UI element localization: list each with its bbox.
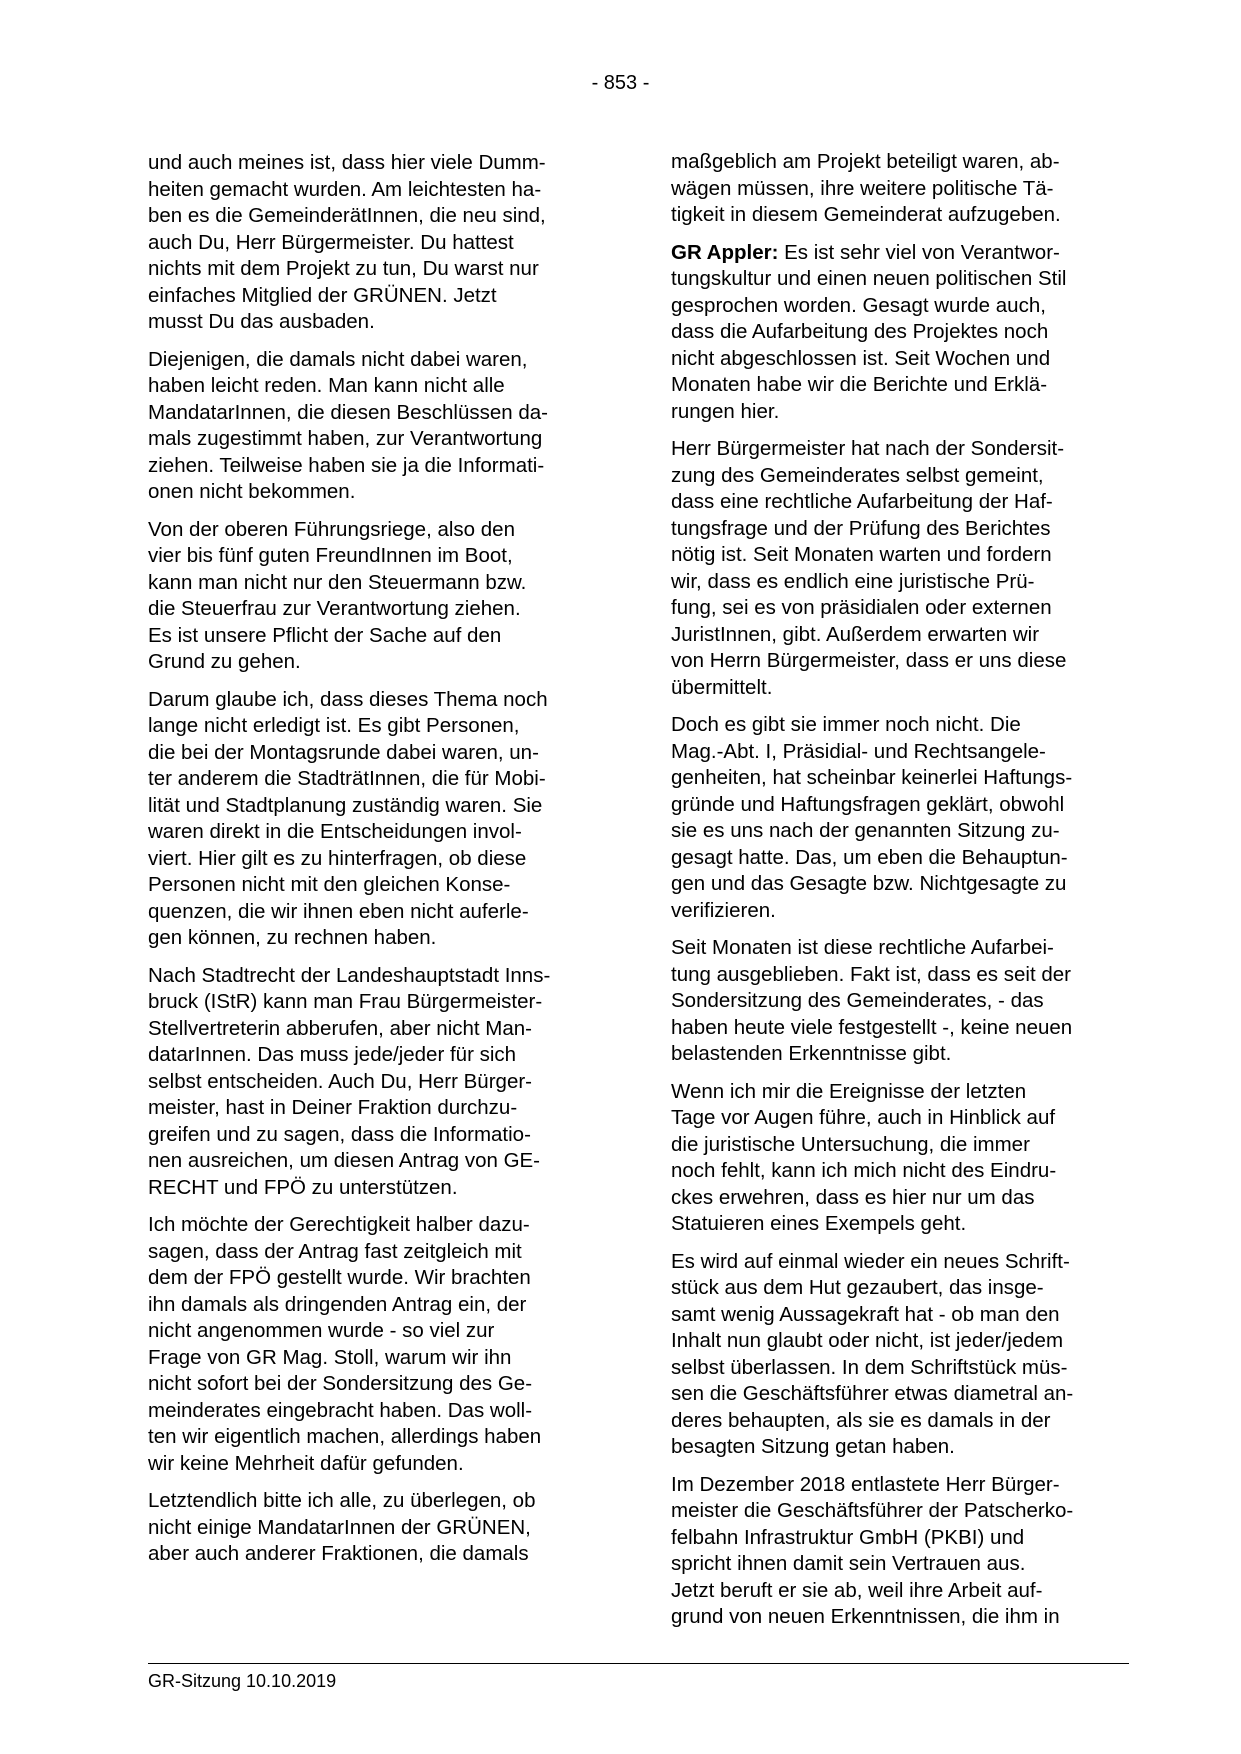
paragraph: Herr Bürgermeister hat nach der Sondersit- zung des Gemeinderates selbst gemeint, dass eine rechtliche Aufarbeitung der Haf- tungsfrage und der Prüfung des Berichtes nötig ist. Seit Monaten warten und fordern wir, dass es endlich eine juristische Prü- fung, sei es von präsidialen oder externen JuristInnen, gibt. Außerdem erwarten wir von Herrn Bürgermeister, dass er uns diese übermittelt. — [671, 437, 1067, 699]
paragraph: Letztendlich bitte ich alle, zu überlegen, ob nicht einige MandatarInnen der GRÜNEN, aber auch anderer Fraktionen, die damals — [148, 1489, 536, 1565]
paragraph: Seit Monaten ist diese rechtliche Aufarbei- tung ausgeblieben. Fakt ist, dass es seit der Sondersitzung des Gemeinderates, - das haben heute viele festgestellt -, keine neuen belastenden Erkenntnisse gibt. — [671, 936, 1073, 1065]
footer-divider — [148, 1663, 1129, 1664]
speech-paragraph — [671, 240, 1121, 426]
page-number: - 853 - — [591, 72, 650, 94]
footer-session: GR-Sitzung 10.10.2019 — [148, 1671, 337, 1691]
paragraph: maßgeblich am Projekt beteiligt waren, ab- wägen müssen, ihre weitere politische Tä- tigkeit in diesem Gemeinderat aufzugeben. — [671, 150, 1061, 226]
paragraph: Von der oberen Führungsriege, also den vier bis fünf guten FreundInnen im Boot, kann man nicht nur den Steuermann bzw. die Steuerfrau zur Verantwortung ziehen. Es ist unsere Pflicht der Sache auf den Grund zu gehen. — [148, 517, 527, 673]
paragraph: Es wird auf einmal wieder ein neues Schrift- stück aus dem Hut gezaubert, das insge- samt wenig Aussagekraft hat - ob man den Inhalt nun glaubt oder nicht, ist jeder/jedem selbst überlassen. In dem Schriftstück müs- sen die Geschäftsführer etwas diametral an- deres behaupten, als sie es damals in der besagten Sitzung getan haben. — [671, 1249, 1074, 1458]
paragraph: Ich möchte der Gerechtigkeit halber dazu- sagen, dass der Antrag fast zeitgleich mit dem der FPÖ gestellt wurde. Wir brachten ihn damals als dringenden Antrag ein, der nicht angenommen wurde - so viel zur Frage von GR Mag. Stoll, warum wir ihn nicht sofort bei der Sondersitzung des Ge- meinderates eingebracht haben. Das woll- ten wir eigentlich machen, allerdings haben wir keine Mehrheit dafür gefunden. — [148, 1213, 542, 1475]
paragraph: Im Dezember 2018 entlastete Herr Bürger- meister die Geschäftsführer der Patscherko- felbahn Infrastruktur GmbH (PKBI) und spricht ihnen damit sein Vertrauen aus. Jetzt beruft er sie ab, weil ihre Arbeit auf- grund von neuen Erkenntnissen, die ihm in — [671, 1472, 1074, 1628]
right-column — [671, 149, 1121, 1642]
speech-text: Es ist sehr viel von Verantwor- tungskultur und einen neuen politischen Stil gesprochen worden. Gesagt wurde auch, dass die Aufarbeitung des Projektes noch nicht abgeschlossen ist. Seit Wochen und Monaten habe wir die Berichte und Erklä- rungen hier. — [671, 240, 1067, 423]
paragraph: Diejenigen, die damals nicht dabei waren, haben leicht reden. Man kann nicht alle MandatarInnen, die diesen Beschlüssen da- mals zugestimmt haben, zur Verantwortung ziehen. Teilweise haben sie ja die Informati- onen nicht bekommen. — [148, 347, 549, 503]
paragraph: Darum glaube ich, dass dieses Thema noch lange nicht erledigt ist. Es gibt Personen, die bei der Montagsrunde dabei waren, un- ter anderem die StadträtInnen, die für Mobi- lität und Stadtplanung zuständig waren. Sie waren direkt in die Entscheidungen invol- viert. Hier gilt es zu hinterfragen, ob diese Personen nicht mit den gleichen Konse- quenzen, die wir ihnen eben nicht auferle- gen können, zu rechnen haben. — [148, 687, 548, 949]
left-column — [148, 150, 598, 1579]
speaker-label: GR Appler: — [671, 240, 779, 264]
paragraph: und auch meines ist, dass hier viele Dumm- heiten gemacht wurden. Am leichtesten ha- ben es die GemeinderätInnen, die neu sind, auch Du, Herr Bürgermeister. Du hattest nichts mit dem Projekt zu tun, Du warst nur einfaches Mitglied der GRÜNEN. Jetzt musst Du das ausbaden. — [148, 151, 546, 333]
paragraph: Doch es gibt sie immer noch nicht. Die Mag.-Abt. I, Präsidial- und Rechtsangele- genheiten, hat scheinbar keinerlei Haftungs- gründe und Haftungsfragen geklärt, obwohl sie es uns nach der genannten Sitzung zu- gesagt hatte. Das, um eben die Behauptun- gen und das Gesagte bzw. Nichtgesagte zu verifizieren. — [671, 713, 1073, 922]
paragraph: Nach Stadtrecht der Landeshauptstadt Inns- bruck (IStR) kann man Frau Bürgermeister- Stellvertreterin abberufen, aber nicht Man- datarInnen. Das muss jede/jeder für sich selbst entscheiden. Auch Du, Herr Bürger- meister, hast in Deiner Fraktion durchzu- greifen und zu sagen, dass die Informatio- nen ausreichen, um diesen Antrag von GE- RECHT und FPÖ zu unterstützen. — [148, 963, 551, 1199]
paragraph: Wenn ich mir die Ereignisse der letzten Tage vor Augen führe, auch in Hinblick auf die juristische Untersuchung, die immer noch fehlt, kann ich mich nicht des Eindru- ckes erwehren, dass es hier nur um das Statuieren eines Exempels geht. — [671, 1079, 1057, 1235]
